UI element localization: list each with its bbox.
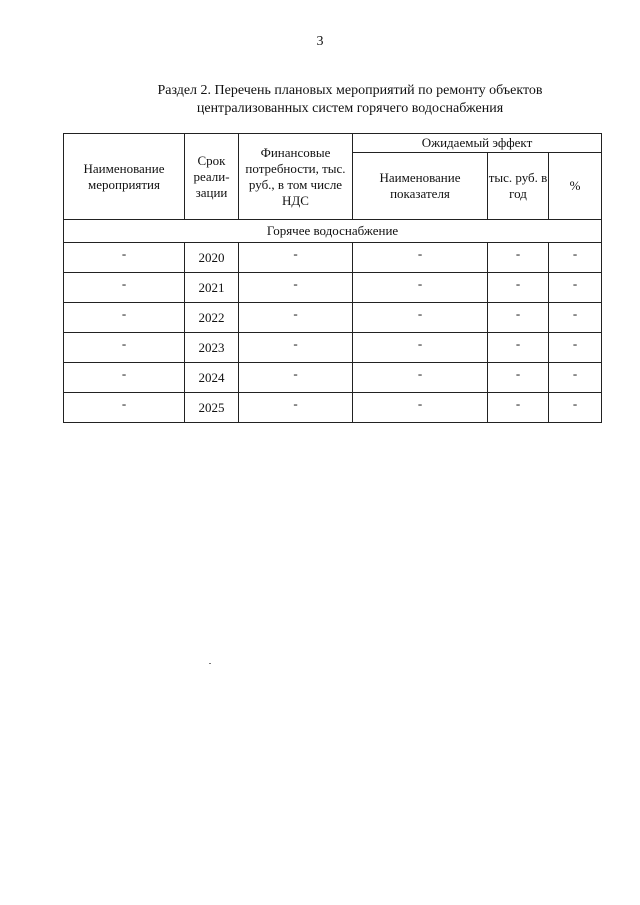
cell-rub: - — [488, 393, 549, 423]
cell-percent: - — [549, 243, 602, 273]
cell-year: 2023 — [185, 333, 239, 363]
cell-percent: - — [549, 393, 602, 423]
cell-indicator: - — [353, 303, 488, 333]
section-row: Горячее водоснабжение — [64, 220, 602, 243]
cell-name: - — [64, 273, 185, 303]
cell-rub: - — [488, 273, 549, 303]
cell-finance: - — [239, 243, 353, 273]
table-row — [64, 363, 602, 393]
cell-rub: - — [488, 363, 549, 393]
header-effect: Ожидаемый эффект — [353, 134, 602, 153]
cell-finance: - — [239, 363, 353, 393]
cell-rub: - — [488, 333, 549, 363]
cell-name: - — [64, 333, 185, 363]
cell-name: - — [64, 393, 185, 423]
title-line-2: централизованных систем горячего водоснабжения — [196, 101, 504, 116]
cell-finance: - — [239, 303, 353, 333]
cell-percent: - — [549, 273, 602, 303]
page-number: 3 — [316, 34, 324, 49]
cell-name: - — [64, 243, 185, 273]
cell-finance: - — [239, 273, 353, 303]
cell-percent: - — [549, 303, 602, 333]
cell-name: - — [64, 363, 185, 393]
table-row — [64, 303, 602, 333]
header-finance: Финансовые потребности, тыс. руб., в том числе НДС — [239, 134, 353, 220]
header-name: Наименование мероприятия — [64, 134, 185, 220]
cell-year: 2021 — [185, 273, 239, 303]
cell-indicator: - — [353, 333, 488, 363]
cell-name: - — [64, 303, 185, 333]
table-row — [64, 273, 602, 303]
header-rub-per-year: тыс. руб. в год — [488, 153, 549, 220]
cell-finance: - — [239, 333, 353, 363]
cell-indicator: - — [353, 243, 488, 273]
table-row — [64, 393, 602, 423]
table-row — [64, 333, 602, 363]
header-indicator: Наименование показателя — [353, 153, 488, 220]
header-percent: % — [549, 153, 602, 220]
cell-finance: - — [239, 393, 353, 423]
section-title — [60, 82, 640, 118]
cell-percent: - — [549, 333, 602, 363]
table-row — [64, 243, 602, 273]
title-line-1: Раздел 2. Перечень плановых мероприятий по ремонту объектов — [157, 83, 543, 98]
header-term: Срок реали-зации — [185, 134, 239, 220]
cell-rub: - — [488, 303, 549, 333]
cell-percent: - — [549, 363, 602, 393]
cell-year: 2020 — [185, 243, 239, 273]
plan-table — [63, 133, 602, 423]
cell-year: 2022 — [185, 303, 239, 333]
cell-rub: - — [488, 243, 549, 273]
cell-indicator: - — [353, 363, 488, 393]
cell-year: 2025 — [185, 393, 239, 423]
scan-speck — [209, 663, 211, 664]
cell-year: 2024 — [185, 363, 239, 393]
cell-indicator: - — [353, 273, 488, 303]
cell-indicator: - — [353, 393, 488, 423]
